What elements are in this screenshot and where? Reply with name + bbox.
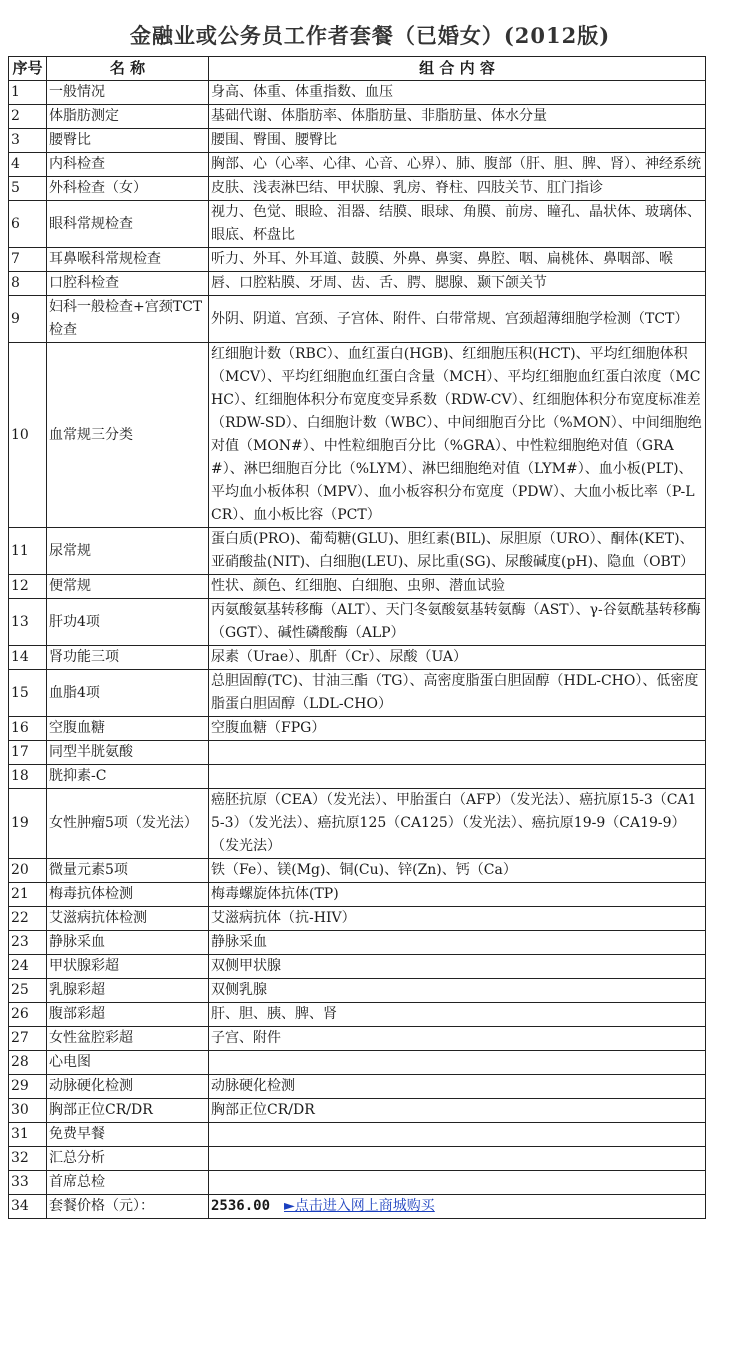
row-no: 28 xyxy=(9,1051,47,1075)
row-content: 铁（Fe）、镁(Mg)、铜(Cu)、锌(Zn)、钙（Ca） xyxy=(209,859,706,883)
row-no: 34 xyxy=(9,1195,47,1219)
row-name: 肾功能三项 xyxy=(47,646,209,670)
row-content: 空腹血糖（FPG） xyxy=(209,717,706,741)
table-row xyxy=(9,343,706,528)
row-name: 乳腺彩超 xyxy=(47,979,209,1003)
row-no: 3 xyxy=(9,129,47,153)
row-content xyxy=(209,1123,706,1147)
table-row xyxy=(9,741,706,765)
row-name: 女性盆腔彩超 xyxy=(47,1027,209,1051)
row-name: 梅毒抗体检测 xyxy=(47,883,209,907)
table-row xyxy=(9,296,706,343)
table-header-row xyxy=(9,57,706,81)
table-row xyxy=(9,81,706,105)
price-label: 套餐价格（元）： xyxy=(47,1195,209,1219)
row-name: 血脂4项 xyxy=(47,670,209,717)
row-no: 9 xyxy=(9,296,47,343)
row-content: 丙氨酸氨基转移酶（ALT）、天门冬氨酸氨基转氨酶（AST）、γ-谷氨酰基转移酶（GGT）、碱性磷酸酶（ALP） xyxy=(209,599,706,646)
row-content xyxy=(209,1147,706,1171)
table-row xyxy=(9,765,706,789)
row-name: 胱抑素-C xyxy=(47,765,209,789)
row-name: 口腔科检查 xyxy=(47,272,209,296)
table-row xyxy=(9,1051,706,1075)
table-row xyxy=(9,201,706,248)
row-name: 免费早餐 xyxy=(47,1123,209,1147)
row-content: 听力、外耳、外耳道、鼓膜、外鼻、鼻窦、鼻腔、咽、扁桃体、鼻咽部、喉 xyxy=(209,248,706,272)
row-content xyxy=(209,765,706,789)
row-content: 性状、颜色、红细胞、白细胞、虫卵、潜血试验 xyxy=(209,575,706,599)
row-name: 心电图 xyxy=(47,1051,209,1075)
table-row xyxy=(9,907,706,931)
row-no: 16 xyxy=(9,717,47,741)
row-content: 静脉采血 xyxy=(209,931,706,955)
table-row xyxy=(9,1171,706,1195)
row-no: 27 xyxy=(9,1027,47,1051)
table-row xyxy=(9,646,706,670)
row-name: 静脉采血 xyxy=(47,931,209,955)
table-row xyxy=(9,599,706,646)
row-no: 19 xyxy=(9,789,47,859)
row-name: 体脂肪测定 xyxy=(47,105,209,129)
row-name: 耳鼻喉科常规检查 xyxy=(47,248,209,272)
row-content: 艾滋病抗体（抗-HIV） xyxy=(209,907,706,931)
price-row xyxy=(9,1195,706,1219)
row-content: 双侧甲状腺 xyxy=(209,955,706,979)
row-content: 红细胞计数（RBC）、血红蛋白(HGB)、红细胞压积(HCT)、平均红细胞体积（MCV）、平均红细胞血红蛋白含量（MCH）、平均红细胞血红蛋白浓度（MCHC）、红细胞体积分布宽度变异系数（RDW-CV）、红细胞体积分布宽度标准差（RDW-SD）、白细胞计数（WBC）、中间细胞百分比（%MON）、中间细胞绝对值（MON#）、中性粒细胞百分比（%GRA）、中性粒细胞绝对值（GRA#）、淋巴细胞百分比（%LYM）、淋巴细胞绝对值（LYM#）、血小板(PLT)、平均血小板体积（MPV）、血小板容积分布宽度（PDW）、大血小板比率（P-LCR）、血小板比容（PCT） xyxy=(209,343,706,528)
row-no: 18 xyxy=(9,765,47,789)
row-no: 8 xyxy=(9,272,47,296)
table-row xyxy=(9,955,706,979)
table-row xyxy=(9,1099,706,1123)
row-content: 蛋白质(PRO)、葡萄糖(GLU)、胆红素(BIL)、尿胆原（URO）、酮体(KET)、亚硝酸盐(NIT)、白细胞(LEU)、尿比重(SG)、尿酸碱度(pH)、隐血（OBT） xyxy=(209,528,706,575)
row-no: 25 xyxy=(9,979,47,1003)
row-name: 腰臀比 xyxy=(47,129,209,153)
row-no: 11 xyxy=(9,528,47,575)
row-content: 总胆固醇(TC)、甘油三酯（TG）、高密度脂蛋白胆固醇（HDL-CHO）、低密度脂蛋白胆固醇（LDL-CHO） xyxy=(209,670,706,717)
row-no: 15 xyxy=(9,670,47,717)
row-content: 基础代谢、体脂肪率、体脂肪量、非脂肪量、体水分量 xyxy=(209,105,706,129)
row-no: 22 xyxy=(9,907,47,931)
row-no: 5 xyxy=(9,177,47,201)
table-row xyxy=(9,528,706,575)
row-no: 14 xyxy=(9,646,47,670)
row-name: 内科检查 xyxy=(47,153,209,177)
table-row xyxy=(9,1123,706,1147)
row-no: 10 xyxy=(9,343,47,528)
row-name: 首席总检 xyxy=(47,1171,209,1195)
row-content: 胸部、心（心率、心律、心音、心界）、肺、腹部（肝、胆、脾、肾）、神经系统 xyxy=(209,153,706,177)
row-no: 1 xyxy=(9,81,47,105)
row-no: 6 xyxy=(9,201,47,248)
table-row xyxy=(9,883,706,907)
row-no: 31 xyxy=(9,1123,47,1147)
row-no: 24 xyxy=(9,955,47,979)
row-content: 腰围、臀围、腰臀比 xyxy=(209,129,706,153)
row-no: 32 xyxy=(9,1147,47,1171)
row-no: 30 xyxy=(9,1099,47,1123)
table-row xyxy=(9,575,706,599)
table-row xyxy=(9,979,706,1003)
table-row xyxy=(9,1027,706,1051)
table-row xyxy=(9,717,706,741)
buy-online-link[interactable]: ►点击进入网上商城购买 xyxy=(284,1198,435,1214)
row-content xyxy=(209,1051,706,1075)
header-no: 序号 xyxy=(9,57,47,81)
row-name: 腹部彩超 xyxy=(47,1003,209,1027)
page-title: 金融业或公务员工作者套餐（已婚女）(2012版) xyxy=(129,23,611,48)
row-name: 胸部正位CR/DR xyxy=(47,1099,209,1123)
row-content: 双侧乳腺 xyxy=(209,979,706,1003)
table-row xyxy=(9,670,706,717)
table-row xyxy=(9,248,706,272)
row-content: 身高、体重、体重指数、血压 xyxy=(209,81,706,105)
row-no: 13 xyxy=(9,599,47,646)
row-name: 同型半胱氨酸 xyxy=(47,741,209,765)
table-row xyxy=(9,272,706,296)
row-content: 唇、口腔粘膜、牙周、齿、舌、腭、腮腺、颞下颌关节 xyxy=(209,272,706,296)
table-row xyxy=(9,129,706,153)
row-no: 2 xyxy=(9,105,47,129)
row-name: 妇科一般检查+宫颈TCT检查 xyxy=(47,296,209,343)
row-content: 视力、色觉、眼睑、泪器、结膜、眼球、角膜、前房、瞳孔、晶状体、玻璃体、眼底、杯盘比 xyxy=(209,201,706,248)
table-row xyxy=(9,1147,706,1171)
row-content xyxy=(209,741,706,765)
row-content: 子宫、附件 xyxy=(209,1027,706,1051)
row-content: 皮肤、浅表淋巴结、甲状腺、乳房、脊柱、四肢关节、肛门指诊 xyxy=(209,177,706,201)
row-name: 甲状腺彩超 xyxy=(47,955,209,979)
price-cell xyxy=(209,1195,706,1219)
row-content: 梅毒螺旋体抗体(TP) xyxy=(209,883,706,907)
row-name: 一般情况 xyxy=(47,81,209,105)
row-content: 外阴、阴道、宫颈、子宫体、附件、白带常规、宫颈超薄细胞学检测（TCT） xyxy=(209,296,706,343)
row-no: 21 xyxy=(9,883,47,907)
row-no: 23 xyxy=(9,931,47,955)
row-no: 4 xyxy=(9,153,47,177)
row-no: 7 xyxy=(9,248,47,272)
row-name: 血常规三分类 xyxy=(47,343,209,528)
row-content: 肝、胆、胰、脾、肾 xyxy=(209,1003,706,1027)
row-no: 33 xyxy=(9,1171,47,1195)
row-name: 微量元素5项 xyxy=(47,859,209,883)
row-no: 17 xyxy=(9,741,47,765)
row-content: 尿素（Urae）、肌酐（Cr）、尿酸（UA） xyxy=(209,646,706,670)
header-content: 组 合 内 容 xyxy=(209,57,706,81)
row-name: 空腹血糖 xyxy=(47,717,209,741)
row-name: 眼科常规检查 xyxy=(47,201,209,248)
row-name: 动脉硬化检测 xyxy=(47,1075,209,1099)
table-row xyxy=(9,1003,706,1027)
table-row xyxy=(9,859,706,883)
row-name: 女性肿瘤5项（发光法） xyxy=(47,789,209,859)
table-row xyxy=(9,789,706,859)
table-row xyxy=(9,153,706,177)
header-name: 名 称 xyxy=(47,57,209,81)
row-content: 胸部正位CR/DR xyxy=(209,1099,706,1123)
row-name: 便常规 xyxy=(47,575,209,599)
row-no: 26 xyxy=(9,1003,47,1027)
table-row xyxy=(9,177,706,201)
row-no: 20 xyxy=(9,859,47,883)
row-content xyxy=(209,1171,706,1195)
table-row xyxy=(9,931,706,955)
row-name: 汇总分析 xyxy=(47,1147,209,1171)
package-table xyxy=(8,56,706,1219)
row-no: 29 xyxy=(9,1075,47,1099)
row-name: 艾滋病抗体检测 xyxy=(47,907,209,931)
row-no: 12 xyxy=(9,575,47,599)
table-row xyxy=(9,1075,706,1099)
row-content: 癌胚抗原（CEA）（发光法）、甲胎蛋白（AFP）（发光法）、癌抗原15-3（CA15-3）（发光法）、癌抗原125（CA125）（发光法）、癌抗原19-9（CA19-9）（发光法） xyxy=(209,789,706,859)
row-content: 动脉硬化检测 xyxy=(209,1075,706,1099)
row-name: 尿常规 xyxy=(47,528,209,575)
table-row xyxy=(9,105,706,129)
row-name: 外科检查（女） xyxy=(47,177,209,201)
price-value: 2536.00 xyxy=(211,1198,271,1214)
row-name: 肝功4项 xyxy=(47,599,209,646)
